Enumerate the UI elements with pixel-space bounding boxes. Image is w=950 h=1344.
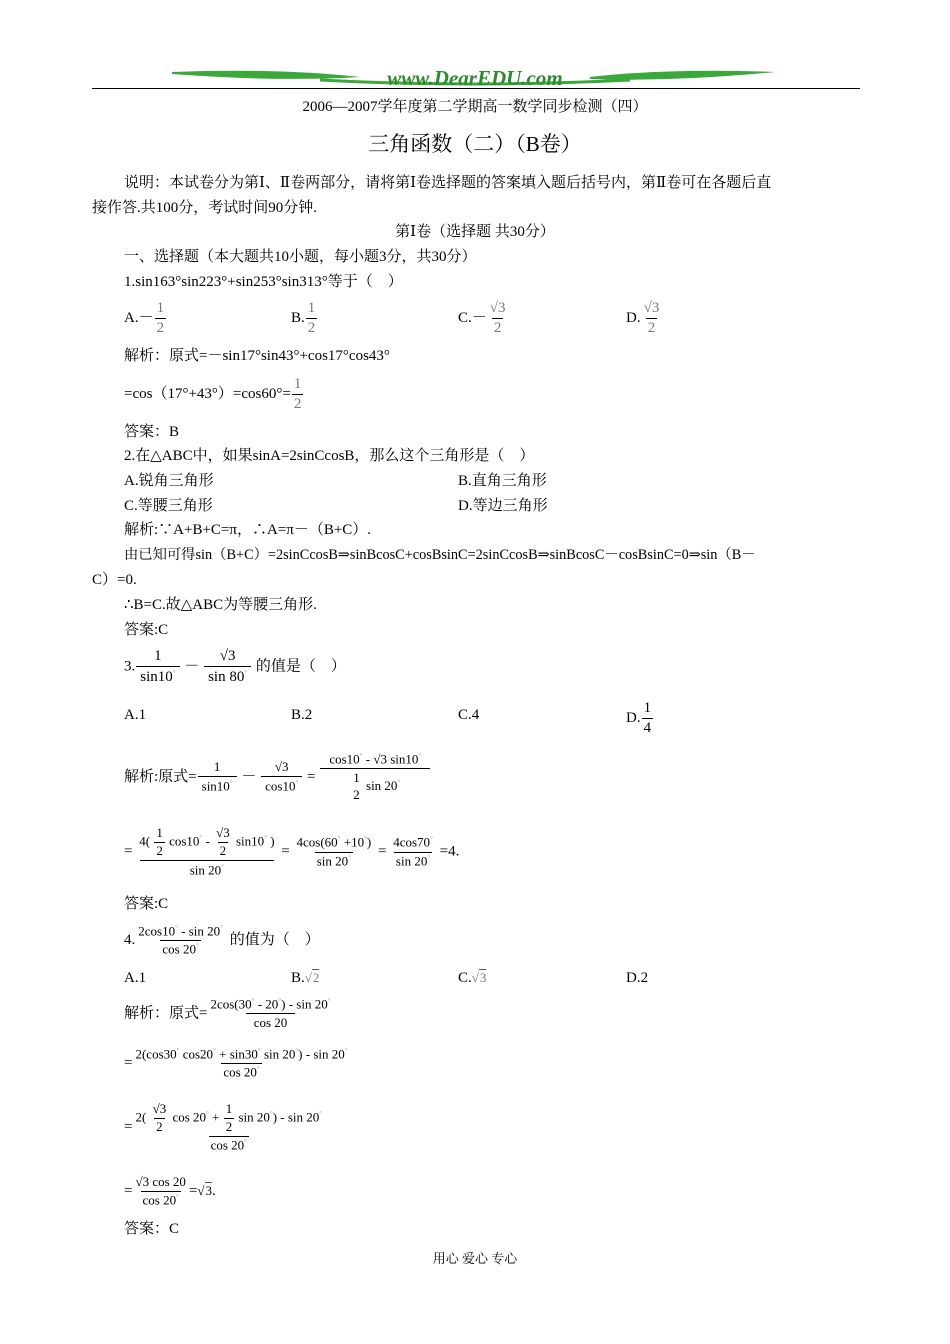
q3-answer: 答案:C	[124, 896, 169, 912]
q4-stem: 4. $\frac{2\cos 10^\circ - \sin 20^\circ}{\cos 20^\circ}$ 的值为（ ）	[124, 923, 320, 957]
q2-stem: 2.在△ABC中，如果sinA=2sinCcosB，那么这个三角形是（ ）	[124, 448, 535, 464]
q1-answer: 答案：B	[124, 424, 180, 440]
dearedu-logo	[170, 66, 780, 90]
q1-option-d: D. $\frac{√3}{2}$	[626, 300, 660, 337]
q1-option-c: C.－ $\frac{√3}{2}$	[458, 300, 506, 337]
q2-solution-2: 由已知可得sin（B+C）=2sinCcosB⇒sinBcosC+cosBsinC=2sinCcosB⇒sinBcosC－cosBsinC=0⇒sin（B－	[124, 547, 756, 563]
part-heading: 一、选择题（本大题共10小题，每小题3分，共30分）	[124, 249, 477, 265]
q2-solution-3: C）=0.	[92, 572, 137, 588]
section-heading: 第Ⅰ卷（选择题 共30分）	[395, 224, 555, 240]
q1-stem: 1.sin163°sin223°+sin253°sin313°等于（ ）	[124, 274, 403, 290]
q3-solution-line-1: 解析:原式= $\frac{1}{\sin 10^\circ}$ － $\frac{√3}{\cos 10^\circ}$ = cos10° - √3 sin10° 1 2 sin 20°	[124, 752, 431, 803]
q4-answer: 答案：C	[124, 1221, 180, 1237]
logo-text: www.DearEDU.com	[387, 66, 563, 90]
q4-option-d: D.2	[626, 970, 649, 986]
q3-option-a: A.1	[124, 707, 147, 723]
q2-solution-1: 解析:∵A+B+C=π，∴A=π－（B+C）.	[124, 522, 372, 538]
q4-option-a: A.1	[124, 970, 147, 986]
q1-solution-2: =cos（17°+43°）=cos60°= $\frac{1}{2}$	[124, 376, 302, 413]
q4-option-b: B.√2	[291, 970, 320, 986]
page-title: 三角函数（二）（B卷）	[368, 132, 582, 156]
q1-solution-1: 解析：原式=－sin17°sin43°+cos17°cos43°	[124, 348, 390, 364]
q1-option-b: B. $\frac{1}{2}$	[291, 300, 316, 337]
footer-text: 用心 爱心 专心	[432, 1251, 518, 1266]
q3-solution-line-2: = 4( $\frac{1}{2}$ cos10° - $\frac{√3}{2}$ sin10° ) sin 20° = $\frac{4\cos(60^\circ +10^\circ)}{\sin 20^\circ}$ = $\frac{4\cos 70^\circ}{\sin 20^\circ}$ =4.	[124, 825, 460, 878]
q4-option-c: C.√3	[458, 970, 487, 986]
q3-stem: 3. $\frac{1}{\sin 10^\circ}$ － $\frac{√3}{\sin 80^\circ}$ 的值是（ ）	[124, 648, 346, 686]
q4-solution-line-1: 解析：原式= $\frac{2\cos(30^\circ - 20^\circ) - \sin 20^\circ}{\cos 20}$	[124, 996, 331, 1031]
q3-option-c: C.4	[458, 707, 480, 723]
q2-answer: 答案:C	[124, 622, 169, 638]
intro-line-1: 说明：本试卷分为第Ⅰ、Ⅱ卷两部分，请将第Ⅰ卷选择题的答案填入题后括号内，第Ⅱ卷可在各题后直	[124, 175, 772, 191]
subtitle: 2006—2007学年度第二学期高一数学同步检测（四）	[302, 99, 648, 115]
q3-option-d: D. $\frac{1}{4}$	[626, 700, 652, 737]
intro-line-2: 接作答.共100分，考试时间90分钟.	[92, 200, 318, 216]
q2-option-b: B.直角三角形	[458, 473, 547, 489]
q2-solution-4: ∴B=C.故△ABC为等腰三角形.	[124, 597, 317, 613]
q2-option-c: C.等腰三角形	[124, 498, 213, 514]
q2-option-d: D.等边三角形	[458, 498, 548, 514]
header-rule	[92, 88, 860, 89]
q4-solution-line-4: = $\frac{√3 \cos 20}{\cos 20^\circ}$ =√3.	[124, 1174, 216, 1208]
q4-solution-line-3: = 2( $\frac{√3}{2}$ cos 20° + $\frac{1}{2}$ sin 20°) - sin 20° cos 20°	[124, 1101, 323, 1153]
q2-option-a: A.锐角三角形	[124, 473, 214, 489]
q3-option-b: B.2	[291, 707, 313, 723]
q4-solution-line-2: = $\frac{2(\cos 30^\circ \cos 20^\circ + \sin 30^\circ \sin 20^\circ) - \sin 20^\circ}{\cos 20^\circ}$	[124, 1046, 348, 1080]
q1-option-a: A.－ $\frac{1}{2}$	[124, 300, 165, 337]
